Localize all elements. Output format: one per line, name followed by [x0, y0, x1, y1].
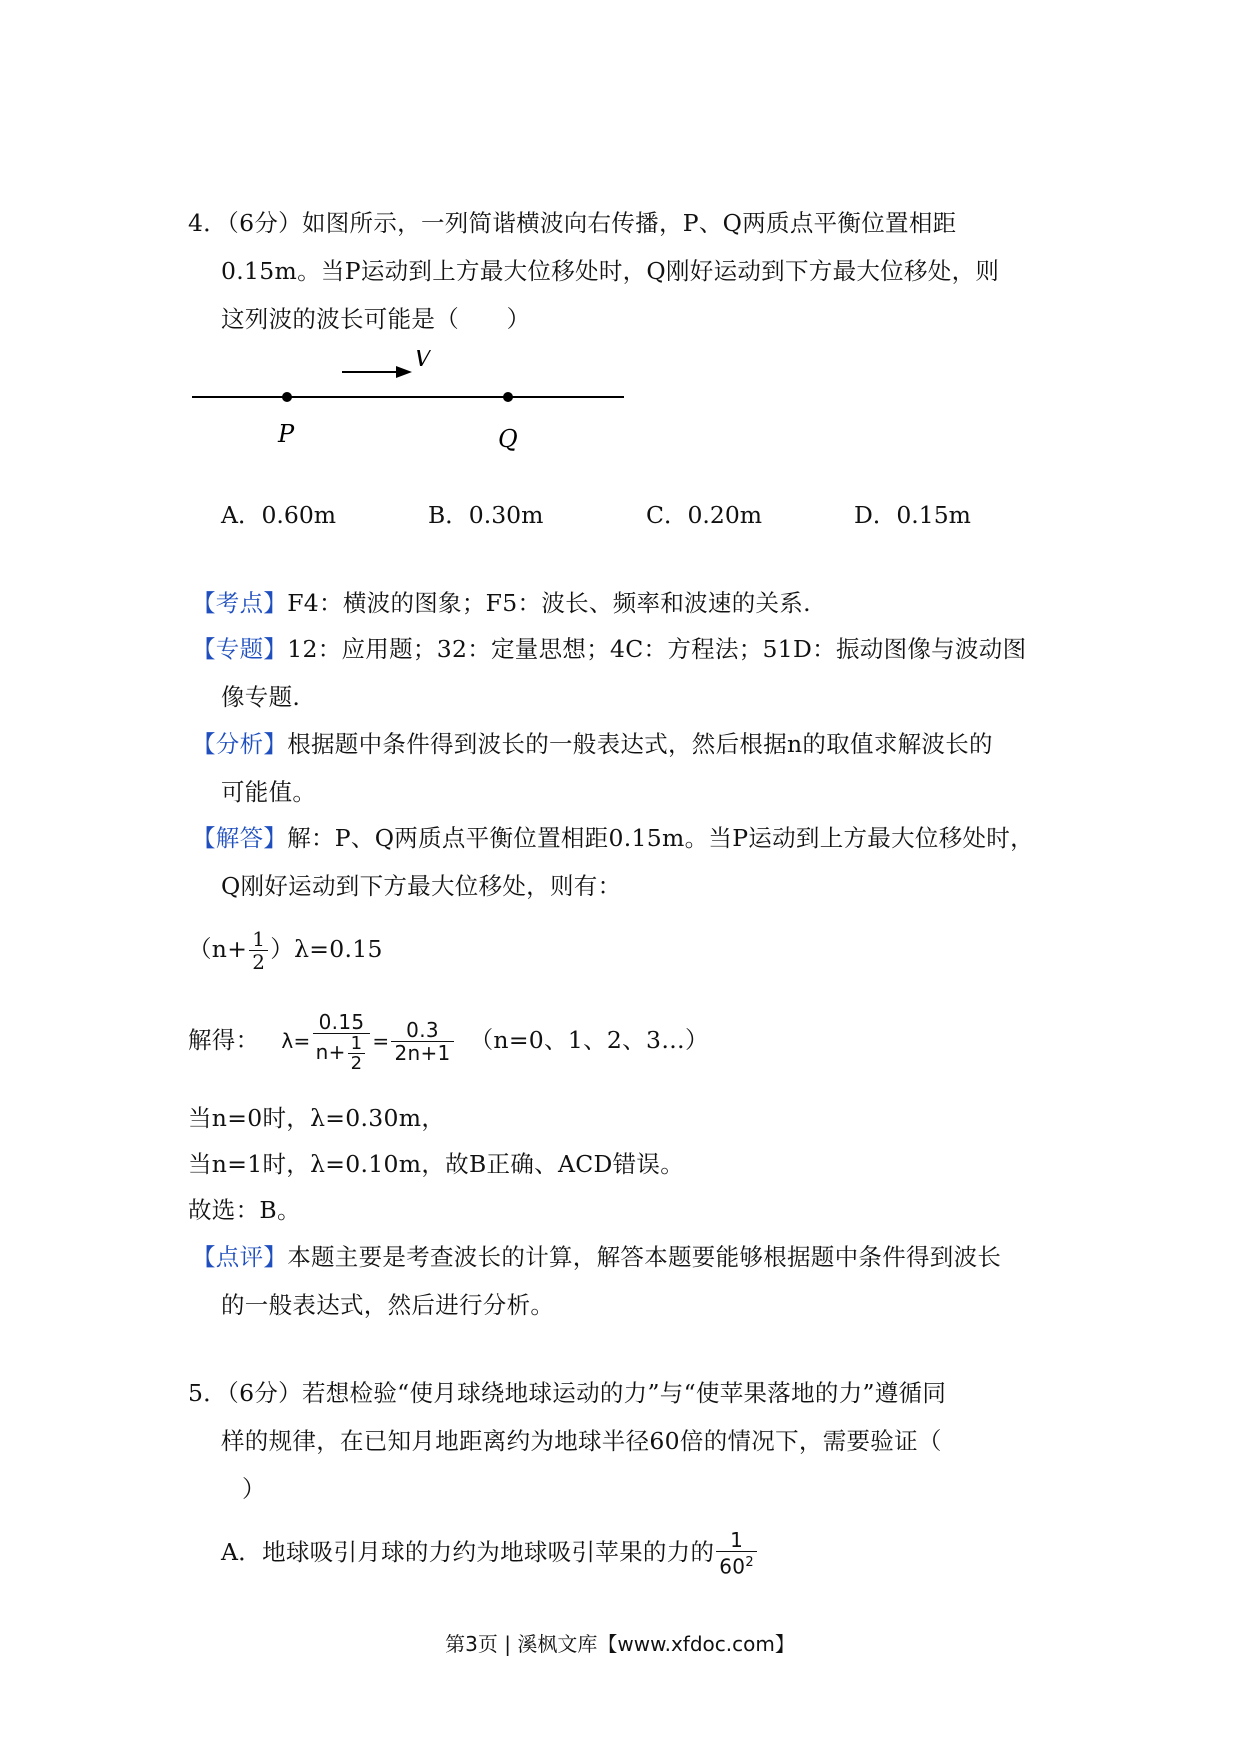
eq2-f1-num: 0.15	[313, 1011, 371, 1034]
q4-line2: 0.15m。当P运动到上方最大位移处时，Q刚好运动到下方最大位移处，则	[221, 257, 1000, 285]
velocity-label: V	[414, 350, 432, 372]
eq2-fraction-1	[313, 1011, 371, 1073]
dianping-tag: 【点评】	[192, 1243, 288, 1271]
eq1-close: ）λ=0.15	[270, 935, 383, 963]
q5-line1: 5．（6分）若想检验“使月球绕地球运动的力”与“使苹果落地的力”遵循同	[188, 1379, 947, 1407]
fenxi-tag: 【分析】	[192, 730, 288, 758]
point-p-label: P	[278, 420, 295, 448]
q4-option-b: B．0.30m	[428, 501, 544, 529]
q5-option-a-num: 1	[716, 1529, 757, 1552]
eq2-f1-den-pre: n+	[315, 1039, 346, 1064]
wave-diagram-svg	[190, 350, 640, 470]
answer-choice: 故选：B。	[188, 1196, 301, 1224]
q5-option-a-den-exp: 2	[745, 1555, 754, 1571]
jieda-line2: Q刚好运动到下方最大位移处，则有：	[221, 872, 622, 900]
fenxi-line1	[192, 727, 993, 761]
eq2-condition: （n=0、1、2、3…）	[469, 1026, 709, 1054]
q4-option-a: A．0.60m	[221, 501, 337, 529]
dianping-line2: 的一般表达式，然后进行分析。	[221, 1291, 555, 1319]
eq2-f2-num: 0.3	[391, 1019, 453, 1042]
eq2-f1-den-num: 1	[348, 1034, 366, 1054]
kaodian-text: F4：横波的图象；F5：波长、频率和波速的关系.	[287, 589, 811, 617]
eq1-fraction	[249, 928, 268, 973]
eq1-open: （n+	[188, 935, 248, 963]
eq2-fraction-2	[391, 1019, 453, 1064]
zhuanti-line2: 像专题.	[221, 683, 301, 711]
jieda-text1: 解：P、Q两质点平衡位置相距0.15m。当P运动到上方最大位移处时，	[287, 824, 1034, 852]
eq1-fraction-den: 2	[252, 950, 266, 974]
q5-option-a-den	[716, 1552, 757, 1578]
jieda-tag: 【解答】	[192, 824, 288, 852]
kaodian-line	[192, 586, 811, 620]
point-p-dot	[282, 392, 292, 402]
eq2-f1-den	[313, 1034, 371, 1073]
q5-option-a-den-base: 60	[719, 1554, 746, 1579]
eq2-f1-den-fraction	[348, 1034, 366, 1073]
case-n1: 当n=1时，λ=0.10m，故B正确、ACD错误。	[188, 1150, 685, 1178]
eq1-fraction-num: 1	[249, 928, 268, 951]
dianping-text1: 本题主要是考查波长的计算，解答本题要能够根据题中条件得到波长	[287, 1243, 1002, 1271]
equation-1	[188, 920, 383, 978]
fenxi-line2: 可能值。	[221, 778, 317, 806]
eq2-f1-den-den: 2	[350, 1052, 363, 1074]
q5-option-a-text: A．地球吸引月球的力约为地球吸引苹果的力的	[221, 1538, 715, 1566]
zhuanti-text1: 12：应用题；32：定量思想；4C：方程法；51D：振动图像与波动图	[287, 635, 1027, 663]
zhuanti-line1	[192, 632, 1026, 666]
eq2-equals: =	[372, 1029, 390, 1053]
wave-diagram	[190, 350, 640, 470]
eq2-prefix: 解得：	[188, 1026, 260, 1054]
point-q-dot	[503, 392, 513, 402]
eq2-lambda: λ=	[281, 1029, 311, 1053]
point-q-label: Q	[498, 425, 518, 453]
q5-line3: ）	[242, 1475, 266, 1503]
q4-line1: 4．（6分）如图所示，一列简谐横波向右传播，P、Q两质点平衡位置相距	[188, 209, 957, 237]
equation-2	[188, 1000, 709, 1081]
fenxi-text1: 根据题中条件得到波长的一般表达式，然后根据n的取值求解波长的	[287, 730, 993, 758]
q4-option-d: D．0.15m	[854, 501, 971, 529]
q5-option-a-fraction	[716, 1529, 757, 1578]
eq2-f2-den: 2n+1	[394, 1041, 451, 1065]
q4-option-c: C．0.20m	[646, 501, 763, 529]
dianping-line1	[192, 1240, 1001, 1274]
kaodian-tag: 【考点】	[192, 589, 288, 617]
velocity-arrowhead	[396, 366, 412, 378]
q5-option-a	[221, 1522, 759, 1582]
case-n0: 当n=0时，λ=0.30m，	[188, 1104, 446, 1132]
zhuanti-tag: 【专题】	[192, 635, 288, 663]
page-footer: 第3页 | 溪枫文库【www.xfdoc.com】	[445, 1632, 795, 1656]
q5-line2: 样的规律，在已知月地距离约为地球半径60倍的情况下，需要验证（	[221, 1427, 942, 1455]
jieda-line1	[192, 821, 1034, 855]
q4-line3: 这列波的波长可能是（ ）	[221, 305, 531, 333]
